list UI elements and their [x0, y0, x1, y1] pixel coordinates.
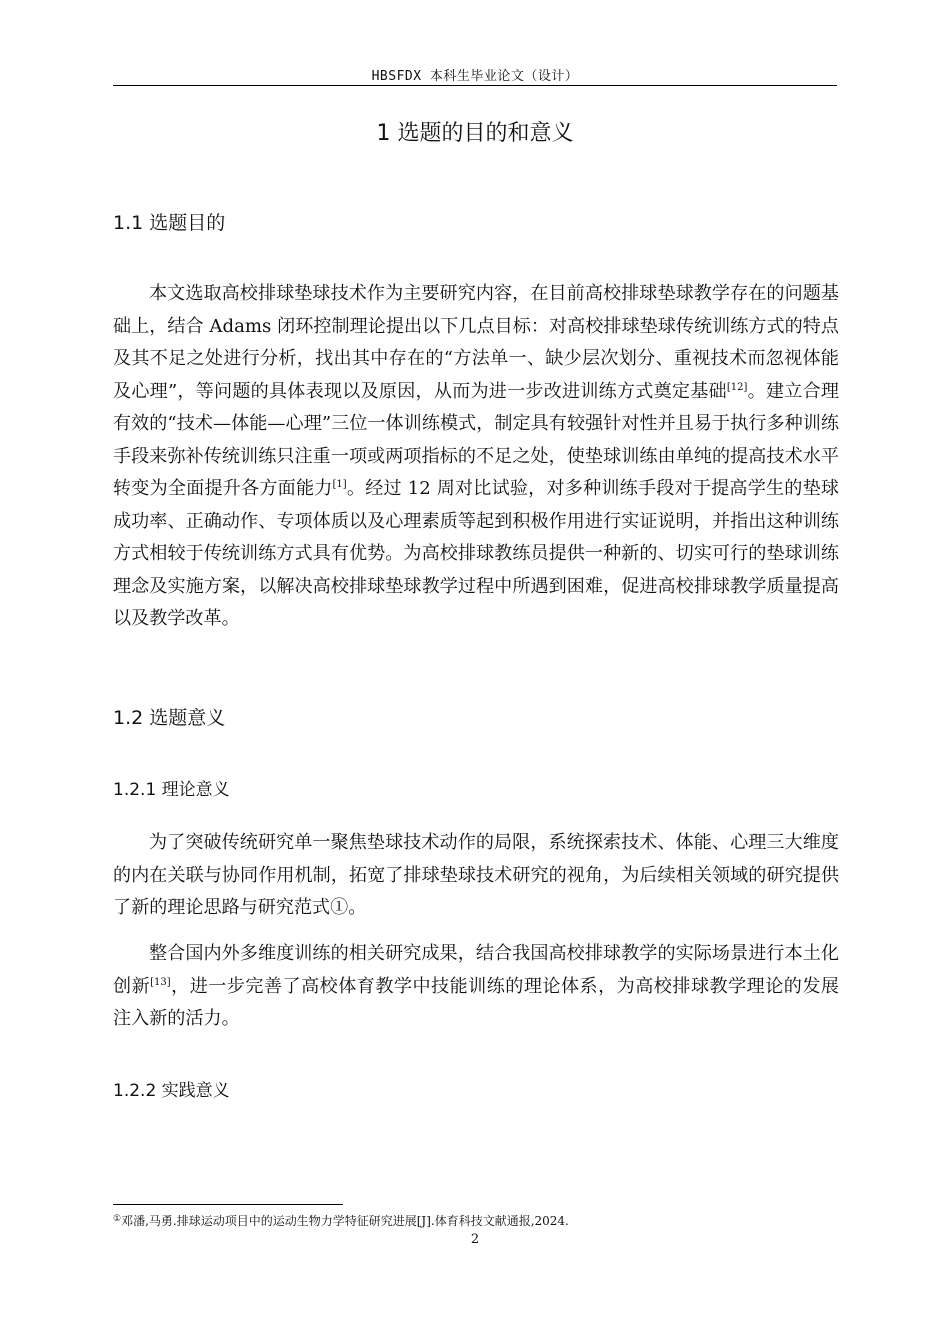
- subsection-heading-1-2-2: 1.2.2 实践意义: [113, 1081, 230, 1101]
- section-heading-1-2: 1.2 选题意义: [113, 707, 226, 729]
- paragraph-text: 整合国内外多维度训练的相关研究成果，结合我国高校排球教学的实际场景进行本土化创新: [113, 943, 839, 997]
- paragraph-text: 。: [348, 897, 367, 918]
- running-header: HBSFDX 本科生毕业论文（设计）: [371, 69, 579, 84]
- footnote-rule: [113, 1204, 343, 1205]
- header-rule: [113, 85, 837, 86]
- footnote-text: 邓潘,马勇.排球运动项目中的运动生物力学特征研究进展[J].体育科技文献通报,2024.: [121, 1214, 569, 1228]
- paragraph-text: ，进一步完善了高校体育教学中技能训练的理论体系，为高校排球教学理论的发展注入新的活力。: [113, 975, 839, 1029]
- section-heading-1-1: 1.1 选题目的: [113, 212, 226, 234]
- page-number: 2: [470, 1232, 480, 1247]
- citation-12: [12]: [726, 381, 748, 393]
- chapter-title: 1 选题的目的和意义: [376, 121, 574, 146]
- footnote-marker: ①: [330, 897, 349, 918]
- paragraph-text: 本文选取高校排球垫球技术作为主要研究内容，在目前高校排球垫球教学存在的问题基础上，结合 Adams 闭环控制理论提出以下几点目标：对高校排球垫球传统训练方式的特点及其不足之处进行分析，找出其中存在的“方法单一、缺少层次划分、重视技术而忽视体能及心理”，等问题的具体表现以及原因，从而为进一步改进训练方式奠定基础: [113, 283, 839, 402]
- paragraph-text: 。建立合理有效的“技术—体能—心理”三位一体训练模式，制定具有较强针对性并且易于执行多种训练手段来弥补传统训练只注重一项或两项指标的不足之处，使垫球训练由单纯的提高技术水平转变为全面提升各方面能力: [113, 380, 839, 499]
- footnote-mark: ①: [113, 1214, 122, 1224]
- footnote: [113, 1212, 569, 1229]
- subsection-heading-1-2-1: 1.2.1 理论意义: [113, 780, 230, 800]
- paragraph-text: 。经过 12 周对比试验，对多种训练手段对于提高学生的垫球成功率、正确动作、专项体质以及心理素质等起到积极作用进行实证说明，并指出这种训练方式相较于传统训练方式具有优势。为高校排球教练员提供一种新的、切实可行的垫球训练理念及实施方案，以解决高校排球垫球教学过程中所遇到困难，促进高校排球教学质量提高以及教学改革。: [113, 478, 839, 629]
- body-paragraph-theory-2: [113, 938, 839, 1036]
- citation-1: [1]: [332, 479, 347, 490]
- citation-13: [13]: [150, 976, 171, 988]
- body-paragraph-theory-1: [113, 827, 839, 925]
- paragraph-text: 为了突破传统研究单一聚焦垫球技术动作的局限，系统探索技术、体能、心理三大维度的内在关联与协同作用机制，拓宽了排球垫球技术研究的视角，为后续相关领域的研究提供了新的理论思路与研究范式: [113, 832, 839, 918]
- body-paragraph-purpose: [113, 278, 839, 636]
